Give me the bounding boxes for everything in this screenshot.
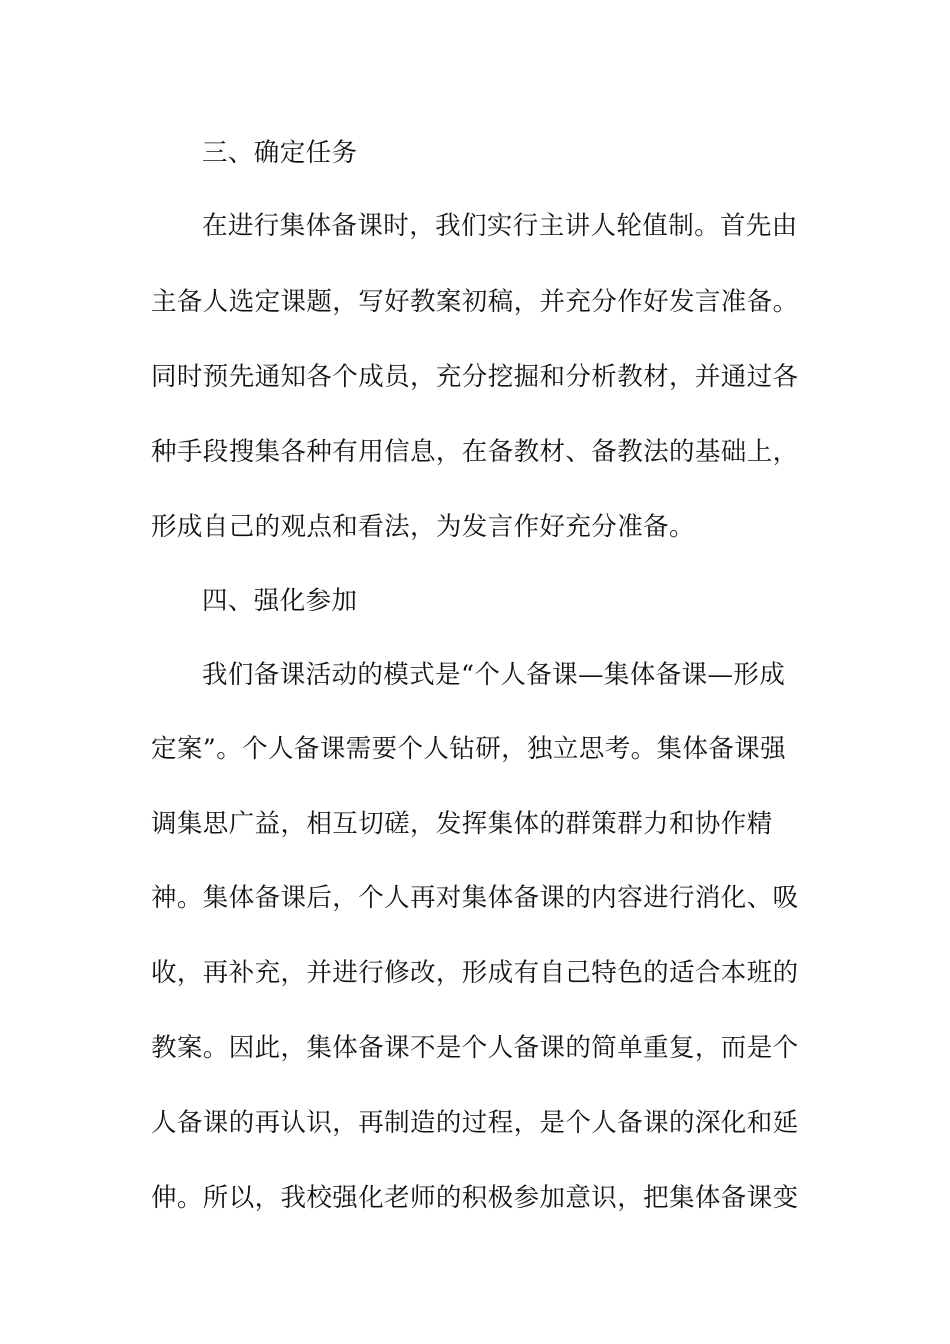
paragraph-line: 调集思广益，相互切磋，发挥集体的群策群力和协作精 <box>151 809 773 839</box>
paragraph-line: 种手段搜集各种有用信息，在备教材、备教法的基础上， <box>151 437 799 467</box>
paragraph-line: 人备课的再认识，再制造的过程，是个人备课的深化和延 <box>151 1108 799 1138</box>
paragraph-line: 我们备课活动的模式是“个人备课—集体备课—形成 <box>202 660 786 690</box>
paragraph-line: 在进行集体备课时，我们实行主讲人轮值制。首先由 <box>202 211 798 241</box>
paragraph-line: 同时预先通知各个成员，充分挖掘和分析教材，并通过各 <box>151 362 799 392</box>
section-heading-4: 四、强化参加 <box>202 586 358 616</box>
paragraph-line: 伸。所以，我校强化老师的积极参加意识，把集体备课变 <box>151 1183 799 1213</box>
section-heading-3: 三、确定任务 <box>202 138 358 168</box>
paragraph-line: 定案”。个人备课需要个人钻研，独立思考。集体备课强 <box>151 734 787 764</box>
paragraph-line: 教案。因此，集体备课不是个人备课的简单重复，而是个 <box>151 1033 799 1063</box>
paragraph-line: 神。集体备课后，个人再对集体备课的内容进行消化、吸 <box>151 883 799 913</box>
paragraph-line: 收，再补充，并进行修改，形成有自己特色的适合本班的 <box>151 958 799 988</box>
paragraph-line: 形成自己的观点和看法，为发言作好充分准备。 <box>151 512 695 542</box>
paragraph-line: 主备人选定课题，写好教案初稿，并充分作好发言准备。 <box>151 287 799 317</box>
